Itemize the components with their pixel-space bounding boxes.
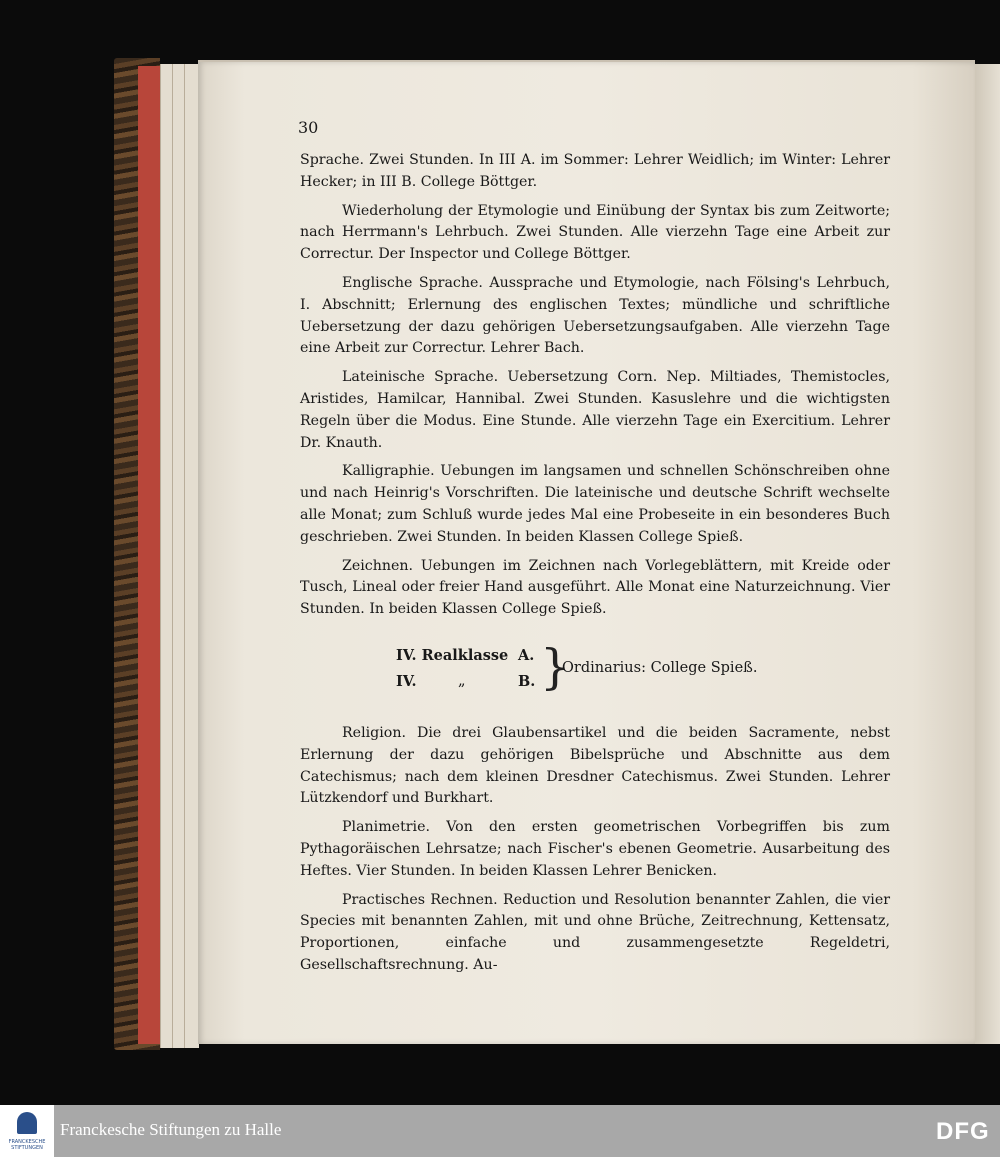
- heading-row-b: [396, 671, 536, 693]
- institution-title: Franckesche Stiftungen zu Halle: [60, 1120, 282, 1139]
- paragraph: Planimetrie. Von den ersten geometrischen Vorbegriffen bis zum Pythagoräischen Lehrsatze; nach Fischer's ebenen Geometrie. Ausarbeitung des Heftes. Vier Stunden. In beiden Klassen Lehrer Benicken.: [300, 819, 890, 879]
- heading-row-a: [396, 645, 535, 667]
- curly-brace: }: [540, 638, 571, 695]
- ditto-mark: „: [458, 672, 466, 689]
- page-number: 30: [298, 118, 319, 137]
- heading-letter-a: A.: [518, 646, 535, 664]
- francke-emblem-icon: [17, 1112, 37, 1134]
- page-text: [300, 150, 890, 984]
- paragraph: Englische Sprache. Aussprache und Etymologie, nach Fölsing's Lehrbuch, I. Abschnitt; Erlernung des englischen Textes; mündliche und schriftliche Uebersetzung der dazu gehörigen Uebersetzungsaufgaben. Alle vierzehn Tage eine Arbeit zur Correctur. Lehrer Bach.: [300, 274, 890, 357]
- logo-caption: FRANCKESCHE STIFTUNGEN: [8, 1139, 46, 1151]
- paragraph: Sprache. Zwei Stunden. In III A. im Sommer: Lehrer Weidlich; im Winter: Lehrer Hecker; in III B. College Böttger.: [300, 152, 890, 190]
- paragraph: Practisches Rechnen. Reduction und Resolution benannter Zahlen, die vier Species mit benannten Zahlen, mit und ohne Brüche, Zeitrechnung, Kettensatz, Proportionen, einfache und zusammengesetzte Regeldetri, Gesellschaftsrechnung. Au-: [300, 891, 890, 973]
- red-page-edge: [138, 66, 160, 1044]
- paragraph: Zeichnen. Uebungen im Zeichnen nach Vorlegeblättern, mit Kreide oder Tusch, Lineal oder freier Hand ausgeführt. Alle Monat eine Naturzeichnung. Vier Stunden. In beiden Klassen College Spieß.: [300, 557, 890, 618]
- footer-bar: [0, 1105, 1000, 1157]
- paragraph: Wiederholung der Etymologie und Einübung der Syntax bis zum Zeitworte; nach Herrmann's Lehrbuch. Zwei Stunden. Alle vierzehn Tage eine Arbeit zur Correctur. Der Inspector und College Böttger.: [300, 202, 890, 263]
- paragraph: Kalligraphie. Uebungen im langsamen und schnellen Schönschreiben ohne und nach Heinrig's Vorschriften. Die lateinische und deutsche Schrift wechselte alle Monat; zum Schluß wurde jedes Mal eine Probeseite in ein besonderes Buch geschrieben. Zwei Stunden. In beiden Klassen College Spieß.: [300, 463, 890, 545]
- heading-class-label: IV.: [396, 672, 417, 690]
- page-stack: [184, 64, 199, 1048]
- right-page-edge: [975, 64, 1000, 1044]
- francke-logo[interactable]: [0, 1105, 54, 1157]
- paragraph: Religion. Die drei Glaubensartikel und die beiden Sacramente, nebst Erlernung der dazu gehörigen Bibelsprüche und Abschnitte aus dem Catechismus; nach dem kleinen Dresdner Catechismus. Zwei Stunden. Lehrer Lützkendorf und Burkhart.: [300, 724, 890, 807]
- ordinarius-label: Ordinarius: College Spieß.: [562, 659, 758, 676]
- heading-class-label: IV. Realklasse: [396, 646, 509, 664]
- heading-letter-b: B.: [518, 672, 536, 690]
- paragraph: Lateinische Sprache. Uebersetzung Corn. Nep. Miltiades, Themistocles, Aristides, Hamilcar, Hannibal. Zwei Stunden. Kasuslehre und die wichtigsten Regeln über die Modus. Eine Stunde. Alle vierzehn Tage ein Exercitium. Lehrer Dr. Knauth.: [300, 369, 890, 451]
- dfg-logo[interactable]: DFG: [936, 1118, 990, 1145]
- class-heading: [300, 638, 890, 709]
